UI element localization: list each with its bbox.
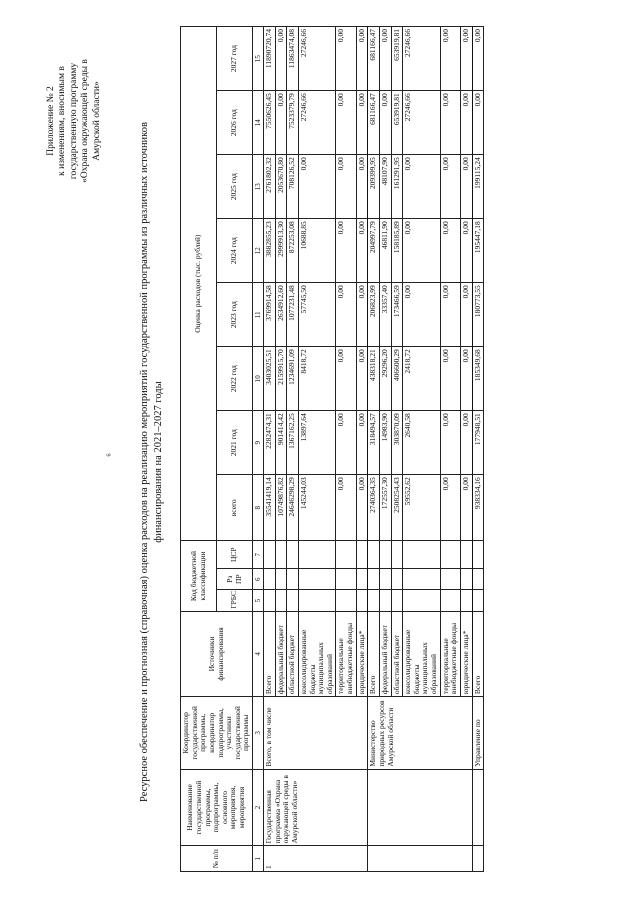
- header-source: Источники финансирования: [181, 611, 253, 696]
- amount-cell: 0,00: [336, 27, 356, 91]
- amount-cell: 0,00: [336, 475, 356, 541]
- csr-cell: [336, 541, 356, 569]
- amount-cell: 0,00: [440, 283, 460, 347]
- row-number-cell: 1: [264, 846, 368, 872]
- amount-cell: 0,00: [356, 155, 368, 219]
- amount-cell: 0,00: [440, 219, 460, 283]
- amount-cell: 46811,90: [379, 219, 391, 283]
- amount-cell: 3769914,58: [264, 283, 276, 347]
- appendix-line: Амурской области»: [91, 81, 102, 161]
- amount-cell: 0,00: [403, 155, 441, 219]
- amount-cell: 27246,66: [298, 91, 336, 155]
- amount-cell: 27246,66: [403, 27, 441, 91]
- csr-cell: [368, 541, 380, 569]
- amount-cell: 0,00: [440, 411, 460, 475]
- appendix-header: [46, 32, 103, 210]
- header-coordinator: Координатор государственной программы, координатор подпрограммы, участники государственной программы: [181, 697, 253, 770]
- amount-cell: 2640,58: [403, 411, 441, 475]
- column-number: 7: [253, 541, 264, 569]
- amount-cell: 59552,62: [403, 475, 441, 541]
- grbs-cell: [440, 590, 460, 611]
- amount-cell: 209399,95: [368, 155, 380, 219]
- amount-cell: 1367162,25: [287, 411, 299, 475]
- amount-cell: 0,00: [472, 91, 484, 155]
- column-number: 4: [253, 611, 264, 696]
- amount-cell: 0,00: [460, 219, 472, 283]
- amount-cell: 0,00: [460, 91, 472, 155]
- coordinator-cell: Управление по: [472, 697, 484, 770]
- rz-pr-cell: [264, 569, 276, 590]
- column-number: 9: [253, 411, 264, 475]
- amount-cell: 8418,72: [298, 347, 336, 411]
- amount-cell: 708126,52: [287, 155, 299, 219]
- rz-pr-cell: [403, 569, 441, 590]
- amount-cell: 2418,72: [403, 347, 441, 411]
- amount-cell: 438318,21: [368, 347, 380, 411]
- amount-cell: 0,00: [298, 155, 336, 219]
- amount-cell: 1077231,48: [287, 283, 299, 347]
- amount-cell: 173466,59: [391, 283, 403, 347]
- amount-cell: 29296,20: [379, 347, 391, 411]
- amount-cell: 406600,29: [391, 347, 403, 411]
- amount-cell: 2282474,31: [264, 411, 276, 475]
- csr-cell: [440, 541, 460, 569]
- csr-cell: [264, 541, 276, 569]
- rz-pr-cell: [379, 569, 391, 590]
- program-name-cell: [472, 769, 484, 846]
- amount-cell: 10749876,82: [275, 475, 287, 541]
- amount-cell: 0,00: [460, 27, 472, 91]
- column-number: 8: [253, 475, 264, 541]
- header-2026: 2026 год: [217, 91, 253, 155]
- amount-cell: 0,00: [472, 27, 484, 91]
- program-name-cell: [368, 769, 472, 846]
- amount-cell: 0,00: [460, 475, 472, 541]
- funding-source-cell: Всего: [264, 611, 276, 696]
- rz-pr-cell: [440, 569, 460, 590]
- document-title: [138, 112, 165, 812]
- amount-cell: 57745,50: [298, 283, 336, 347]
- amount-cell: 158185,89: [391, 219, 403, 283]
- rz-pr-cell: [460, 569, 472, 590]
- page-number: 6: [106, 453, 113, 457]
- csr-cell: [391, 541, 403, 569]
- funding-source-cell: территориальные внебюджетные фонды: [440, 611, 460, 696]
- funding-source-cell: консолидированные бюджеты муниципальных образований: [403, 611, 441, 696]
- amount-cell: 11863474,08: [287, 27, 299, 91]
- grbs-cell: [298, 590, 336, 611]
- amount-cell: 0,00: [440, 155, 460, 219]
- appendix-line: Приложение № 2: [46, 86, 56, 156]
- amount-cell: 206823,99: [368, 283, 380, 347]
- header-2023: 2023 год: [217, 283, 253, 347]
- amount-cell: 0,00: [356, 219, 368, 283]
- header-2024: 2024 год: [217, 219, 253, 283]
- amount-cell: 161291,95: [391, 155, 403, 219]
- amount-cell: 3403025,51: [264, 347, 276, 411]
- funding-source-cell: юридические лица*: [460, 611, 472, 696]
- amount-cell: 7550626,45: [264, 91, 276, 155]
- amount-cell: 177948,51: [472, 411, 484, 475]
- grbs-cell: [264, 590, 276, 611]
- amount-cell: 10688,85: [298, 219, 336, 283]
- header-csr: ЦСР: [217, 541, 253, 569]
- amount-cell: 7523379,79: [287, 91, 299, 155]
- funding-source-cell: федеральный бюджет: [379, 611, 391, 696]
- rz-pr-cell: [356, 569, 368, 590]
- funding-source-cell: областной бюджет: [287, 611, 299, 696]
- amount-cell: 199115,24: [472, 155, 484, 219]
- amount-cell: 0,00: [336, 283, 356, 347]
- amount-cell: 2761802,32: [264, 155, 276, 219]
- csr-cell: [403, 541, 441, 569]
- row-number-cell: [472, 846, 484, 872]
- amount-cell: 0,00: [440, 347, 460, 411]
- grbs-cell: [391, 590, 403, 611]
- header-2021: 2021 год: [217, 411, 253, 475]
- amount-cell: 0,00: [440, 475, 460, 541]
- csr-cell: [460, 541, 472, 569]
- amount-cell: 11890720,74: [264, 27, 276, 91]
- column-number: 12: [253, 219, 264, 283]
- amount-cell: 185349,68: [472, 347, 484, 411]
- resource-table: [180, 26, 484, 872]
- amount-cell: 0,00: [356, 91, 368, 155]
- column-number: 11: [253, 283, 264, 347]
- column-number: 14: [253, 91, 264, 155]
- header-2022: 2022 год: [217, 347, 253, 411]
- amount-cell: 14983,90: [379, 411, 391, 475]
- amount-cell: 0,00: [356, 347, 368, 411]
- amount-cell: 1234691,09: [287, 347, 299, 411]
- coordinator-cell: Министерство природных ресурсов Амурской области: [368, 697, 472, 770]
- funding-source-cell: юридические лица*: [356, 611, 368, 696]
- csr-cell: [472, 541, 484, 569]
- table-row: [368, 27, 380, 872]
- column-number: 2: [253, 769, 264, 846]
- header-grbs: ГРБС: [217, 590, 253, 611]
- rz-pr-cell: [275, 569, 287, 590]
- header-total: всего: [217, 475, 253, 541]
- grbs-cell: [379, 590, 391, 611]
- column-number: 6: [253, 569, 264, 590]
- column-number: 5: [253, 590, 264, 611]
- amount-cell: 0,00: [460, 283, 472, 347]
- amount-cell: 33357,40: [379, 283, 391, 347]
- amount-cell: 653919,81: [391, 27, 403, 91]
- amount-cell: 27246,66: [298, 27, 336, 91]
- amount-cell: 0,00: [403, 283, 441, 347]
- amount-cell: 2159915,70: [275, 347, 287, 411]
- appendix-line: «Охрана окружающей среды в: [80, 59, 91, 183]
- funding-source-cell: Всего: [368, 611, 380, 696]
- amount-cell: 0,00: [460, 411, 472, 475]
- amount-cell: 0,00: [356, 27, 368, 91]
- header-no: № п/п: [181, 846, 253, 872]
- coordinator-cell: Всего, в том числе: [264, 697, 368, 770]
- amount-cell: 0,00: [275, 91, 287, 155]
- amount-cell: 13897,64: [298, 411, 336, 475]
- amount-cell: 0,00: [336, 347, 356, 411]
- rz-pr-cell: [336, 569, 356, 590]
- grbs-cell: [460, 590, 472, 611]
- funding-source-cell: Всего: [472, 611, 484, 696]
- amount-cell: 0,00: [356, 283, 368, 347]
- csr-cell: [356, 541, 368, 569]
- table-row: [472, 27, 484, 872]
- amount-cell: 3882855,23: [264, 219, 276, 283]
- amount-cell: 681166,47: [368, 27, 380, 91]
- title-line: Ресурсное обеспечение и прогнозная (справочная) оценка расходов на реализацию мероприятий государственной программы из различных источников: [139, 122, 150, 802]
- column-number: 10: [253, 347, 264, 411]
- funding-source-cell: территориальные внебюджетные фонды: [336, 611, 356, 696]
- amount-cell: 872253,08: [287, 219, 299, 283]
- amount-cell: 0,00: [356, 411, 368, 475]
- amount-cell: 2053670,80: [275, 155, 287, 219]
- column-number: 15: [253, 27, 264, 91]
- amount-cell: 0,00: [379, 91, 391, 155]
- appendix-line: государственную программу: [68, 62, 79, 180]
- grbs-cell: [287, 590, 299, 611]
- grbs-cell: [336, 590, 356, 611]
- grbs-cell: [368, 590, 380, 611]
- amount-cell: 0,00: [440, 27, 460, 91]
- amount-cell: 0,00: [275, 27, 287, 91]
- header-budget-code: Код бюджетной классификации: [181, 541, 217, 611]
- program-name-cell: Государственная программа «Охрана окружающей среды в Амурской области»: [264, 769, 368, 846]
- appendix-line: к изменениям, вносимым в: [57, 66, 68, 176]
- amount-cell: 172557,30: [379, 475, 391, 541]
- amount-cell: 0,00: [460, 155, 472, 219]
- amount-cell: 35541419,14: [264, 475, 276, 541]
- column-number: 13: [253, 155, 264, 219]
- amount-cell: 180773,55: [472, 283, 484, 347]
- amount-cell: 145244,03: [298, 475, 336, 541]
- rz-pr-cell: [368, 569, 380, 590]
- funding-source-cell: областной бюджет: [391, 611, 403, 696]
- header-name: Наименование государственной программы, подпрограммы, основного мероприятия, мероприятия: [181, 769, 253, 846]
- amount-cell: 195447,18: [472, 219, 484, 283]
- rz-pr-cell: [287, 569, 299, 590]
- amount-cell: 0,00: [336, 155, 356, 219]
- column-number: 3: [253, 697, 264, 770]
- title-line: финансирования на 2021–2027 годы: [152, 381, 164, 543]
- amount-cell: 0,00: [460, 347, 472, 411]
- grbs-cell: [472, 590, 484, 611]
- amount-cell: 318494,57: [368, 411, 380, 475]
- header-2027: 2027 год: [217, 27, 253, 91]
- amount-cell: 48107,90: [379, 155, 391, 219]
- funding-source-cell: консолидированные бюджеты муниципальных образований: [298, 611, 336, 696]
- csr-cell: [275, 541, 287, 569]
- amount-cell: 204997,79: [368, 219, 380, 283]
- amount-cell: 0,00: [356, 475, 368, 541]
- amount-cell: 27246,66: [403, 91, 441, 155]
- amount-cell: 2634912,60: [275, 283, 287, 347]
- amount-cell: 24646298,29: [287, 475, 299, 541]
- header-estimate: Оценка расходов (тыс. рублей): [181, 27, 217, 541]
- amount-cell: 653919,81: [391, 91, 403, 155]
- amount-cell: 0,00: [440, 91, 460, 155]
- amount-cell: 0,00: [379, 27, 391, 91]
- amount-cell: 2508254,43: [391, 475, 403, 541]
- amount-cell: 303870,09: [391, 411, 403, 475]
- amount-cell: 901414,42: [275, 411, 287, 475]
- rz-pr-cell: [298, 569, 336, 590]
- amount-cell: 0,00: [336, 219, 356, 283]
- amount-cell: 681166,47: [368, 91, 380, 155]
- row-number-cell: [368, 846, 472, 872]
- csr-cell: [379, 541, 391, 569]
- amount-cell: 938334,16: [472, 475, 484, 541]
- grbs-cell: [275, 590, 287, 611]
- csr-cell: [298, 541, 336, 569]
- rz-pr-cell: [391, 569, 403, 590]
- header-2025: 2025 год: [217, 155, 253, 219]
- csr-cell: [287, 541, 299, 569]
- amount-cell: 2999913,30: [275, 219, 287, 283]
- amount-cell: 0,00: [403, 219, 441, 283]
- header-rz-pr: Рз ПР: [217, 569, 253, 590]
- table-row: [264, 27, 276, 872]
- rotated-document-page: [20, 12, 620, 892]
- grbs-cell: [356, 590, 368, 611]
- amount-cell: 2740364,35: [368, 475, 380, 541]
- column-number: 1: [253, 846, 264, 872]
- amount-cell: 0,00: [336, 411, 356, 475]
- amount-cell: 0,00: [336, 91, 356, 155]
- funding-source-cell: федеральный бюджет: [275, 611, 287, 696]
- table-body: [264, 27, 484, 872]
- grbs-cell: [403, 590, 441, 611]
- rz-pr-cell: [472, 569, 484, 590]
